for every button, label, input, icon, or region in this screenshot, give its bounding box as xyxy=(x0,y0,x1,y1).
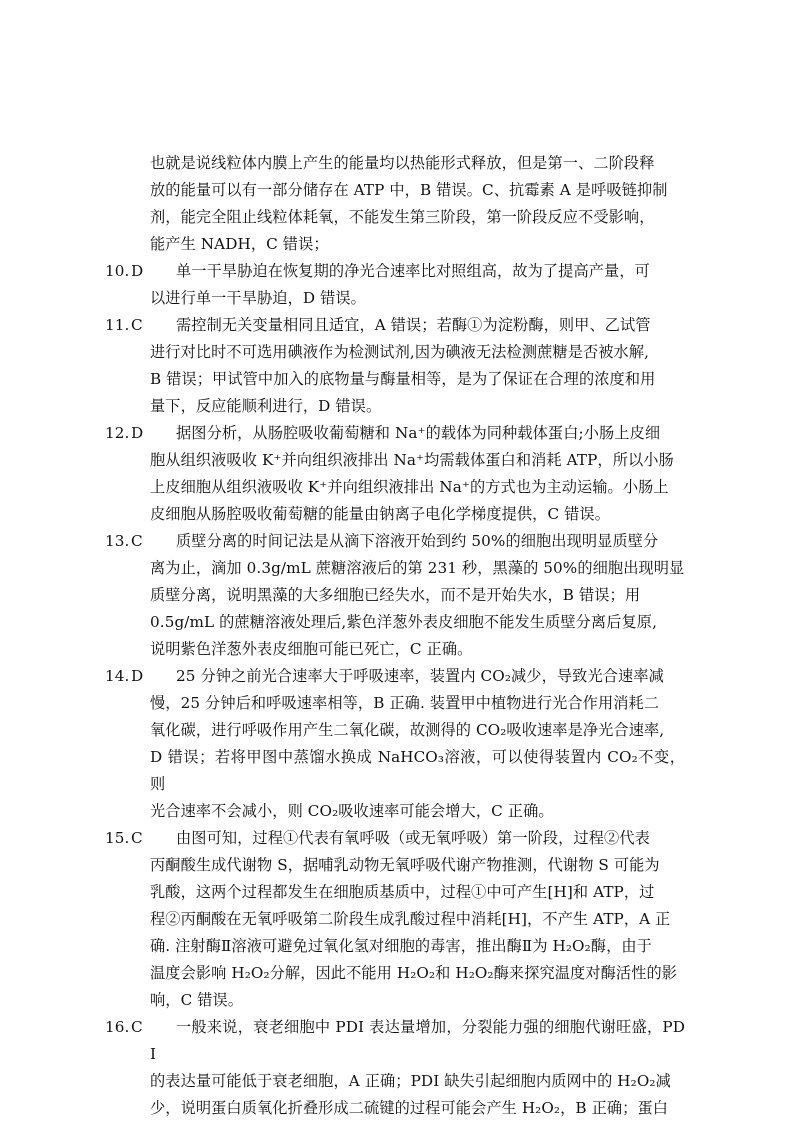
answer-item-label xyxy=(105,258,165,285)
question-number: 14. xyxy=(105,667,130,685)
explanation-line: 氧化碳，进行呼吸作用产生二氧化碳，故测得的 CO₂吸收速率是净光合速率, xyxy=(150,721,665,739)
question-number: 15. xyxy=(105,829,130,847)
intro-paragraph xyxy=(150,150,685,258)
question-number: 11. xyxy=(105,316,130,334)
explanation-line: 温度会影响 H₂O₂分解，因此不能用 H₂O₂和 H₂O₂酶来探究温度对酶活性的影 xyxy=(150,964,678,982)
answer-item xyxy=(105,420,685,528)
answer-item xyxy=(105,825,685,1014)
explanation-line: 以进行单一干旱胁迫，D 错误。 xyxy=(150,289,366,307)
explanation-line: 25 分钟之前光合速率大于呼吸速率，装置内 CO₂减少，导致光合速率减 xyxy=(176,667,664,685)
question-number: 10. xyxy=(105,262,130,280)
answer-item-label xyxy=(105,420,165,447)
explanation-line: 丙酮酸生成代谢物 S，据哺乳动物无氧呼吸代谢产物推测，代谢物 S 可能为 xyxy=(150,856,660,874)
answer-letter: D xyxy=(131,424,144,442)
explanation-line: 确. 注射酶Ⅱ溶液可避免过氧化氢对细胞的毒害，推出酶Ⅱ为 H₂O₂酶，由于 xyxy=(150,937,652,955)
explanation-line: 胞从组织液吸收 K⁺并向组织液排出 Na⁺均需载体蛋白和消耗 ATP，所以小肠 xyxy=(150,451,674,469)
answer-item xyxy=(105,312,685,420)
answer-letter: C xyxy=(131,1018,143,1036)
explanation-line: 0.5g/mL 的蔗糖溶液处理后,紫色洋葱外表皮细胞不能发生质壁分离后复原, xyxy=(150,613,658,631)
answer-letter: C xyxy=(131,532,143,550)
explanation-line: 说明紫色洋葱外表皮细胞可能已死亡，C 正确。 xyxy=(150,640,473,658)
explanation-line: 响，C 错误。 xyxy=(150,991,244,1009)
explanation-line: 离为止，滴加 0.3g/mL 蔗糖溶液后的第 231 秒，黑藻的 50%的细胞出现明显 xyxy=(150,559,685,577)
answer-letter: C xyxy=(131,316,143,334)
answer-item xyxy=(105,663,685,825)
explanation-line: 量下，反应能顺利进行，D 错误。 xyxy=(150,397,382,415)
answer-item-label xyxy=(105,663,165,690)
explanation-line: 单一干旱胁迫在恢复期的净光合速率比对照组高，故为了提高产量，可 xyxy=(176,262,650,280)
explanation-line: B 错误；甲试管中加入的底物量与酶量相等，是为了保证在合理的浓度和用 xyxy=(150,370,656,388)
answer-item xyxy=(105,258,685,312)
answer-letter: D xyxy=(131,667,144,685)
explanation-line: 皮细胞从肠腔吸收葡萄糖的能量由钠离子电化学梯度提供，C 错误。 xyxy=(150,505,610,523)
answer-item xyxy=(105,528,685,663)
explanation-line: 质壁分离的时间记法是从滴下溶液开始到约 50%的细胞出现明显质壁分 xyxy=(176,532,659,550)
intro-line: 能产生 NADH，C 错误； xyxy=(150,235,329,253)
question-number: 12. xyxy=(105,424,130,442)
answer-explanations xyxy=(105,150,685,1122)
explanation-line: 光合速率不会减小，则 CO₂吸收速率可能会增大，C 正确。 xyxy=(150,802,554,820)
answer-item-label xyxy=(105,528,165,555)
question-number: 13. xyxy=(105,532,130,550)
answer-item xyxy=(105,1014,685,1122)
answer-letter: D xyxy=(131,262,144,280)
explanation-line: 质壁分离，说明黑藻的大多细胞已经失水，而不是开始失水，B 错误；用 xyxy=(150,586,641,604)
explanation-line: 少，说明蛋白质氧化折叠形成二硫键的过程可能会产生 H₂O₂，B 正确；蛋白 xyxy=(150,1099,669,1117)
intro-line: 放的能量可以有一部分储存在 ATP 中，B 错误。C、抗霉素 A 是呼吸链抑制 xyxy=(150,181,668,199)
intro-line: 剂，能完全阻止线粒体耗氧，不能发生第三阶段，第一阶段反应不受影响， xyxy=(150,208,655,226)
explanation-line: 上皮细胞从组织液吸收 K⁺并向组织液排出 Na⁺的方式也为主动运输。小肠上 xyxy=(150,478,669,496)
explanation-line: 由图可知，过程①代表有氧呼吸（或无氧呼吸）第一阶段，过程②代表 xyxy=(176,829,650,847)
explanation-line: D 错误；若将甲图中蒸馏水换成 NaHCO₃溶液，可以使得装置内 CO₂不变，则 xyxy=(150,748,685,793)
answer-letter: C xyxy=(131,829,143,847)
explanation-line: 据图分析，从肠腔吸收葡萄糖和 Na⁺的载体为同种载体蛋白;小肠上皮细 xyxy=(176,424,661,442)
explanation-line: 乳酸，这两个过程都发生在细胞质基质中，过程①中可产生[H]和 ATP，过 xyxy=(150,883,655,901)
answer-items xyxy=(105,258,685,1122)
answer-item-label xyxy=(105,1014,165,1041)
explanation-line: 的表达量可能低于衰老细胞，A 正确；PDI 缺失引起细胞内质网中的 H₂O₂减 xyxy=(150,1072,671,1090)
answer-item-label xyxy=(105,825,165,852)
explanation-line: 一般来说，衰老细胞中 PDI 表达量增加，分裂能力强的细胞代谢旺盛，PDI xyxy=(150,1018,685,1063)
intro-line: 也就是说线粒体内膜上产生的能量均以热能形式释放，但是第一、二阶段释 xyxy=(150,154,655,172)
explanation-line: 进行对比时不可选用碘液作为检测试剂,因为碘液无法检测蔗糖是否被水解, xyxy=(150,343,650,361)
answer-item-label xyxy=(105,312,165,339)
question-number: 16. xyxy=(105,1018,130,1036)
explanation-line: 慢，25 分钟后和呼吸速率相等，B 正确. 装置甲中植物进行光合作用消耗二 xyxy=(150,694,660,712)
explanation-line: 程②丙酮酸在无氧呼吸第二阶段生成乳酸过程中消耗[H]，不产生 ATP，A 正 xyxy=(150,910,671,928)
explanation-line: 需控制无关变量相同且适宜，A 错误；若酶①为淀粉酶，则甲、乙试管 xyxy=(176,316,651,334)
